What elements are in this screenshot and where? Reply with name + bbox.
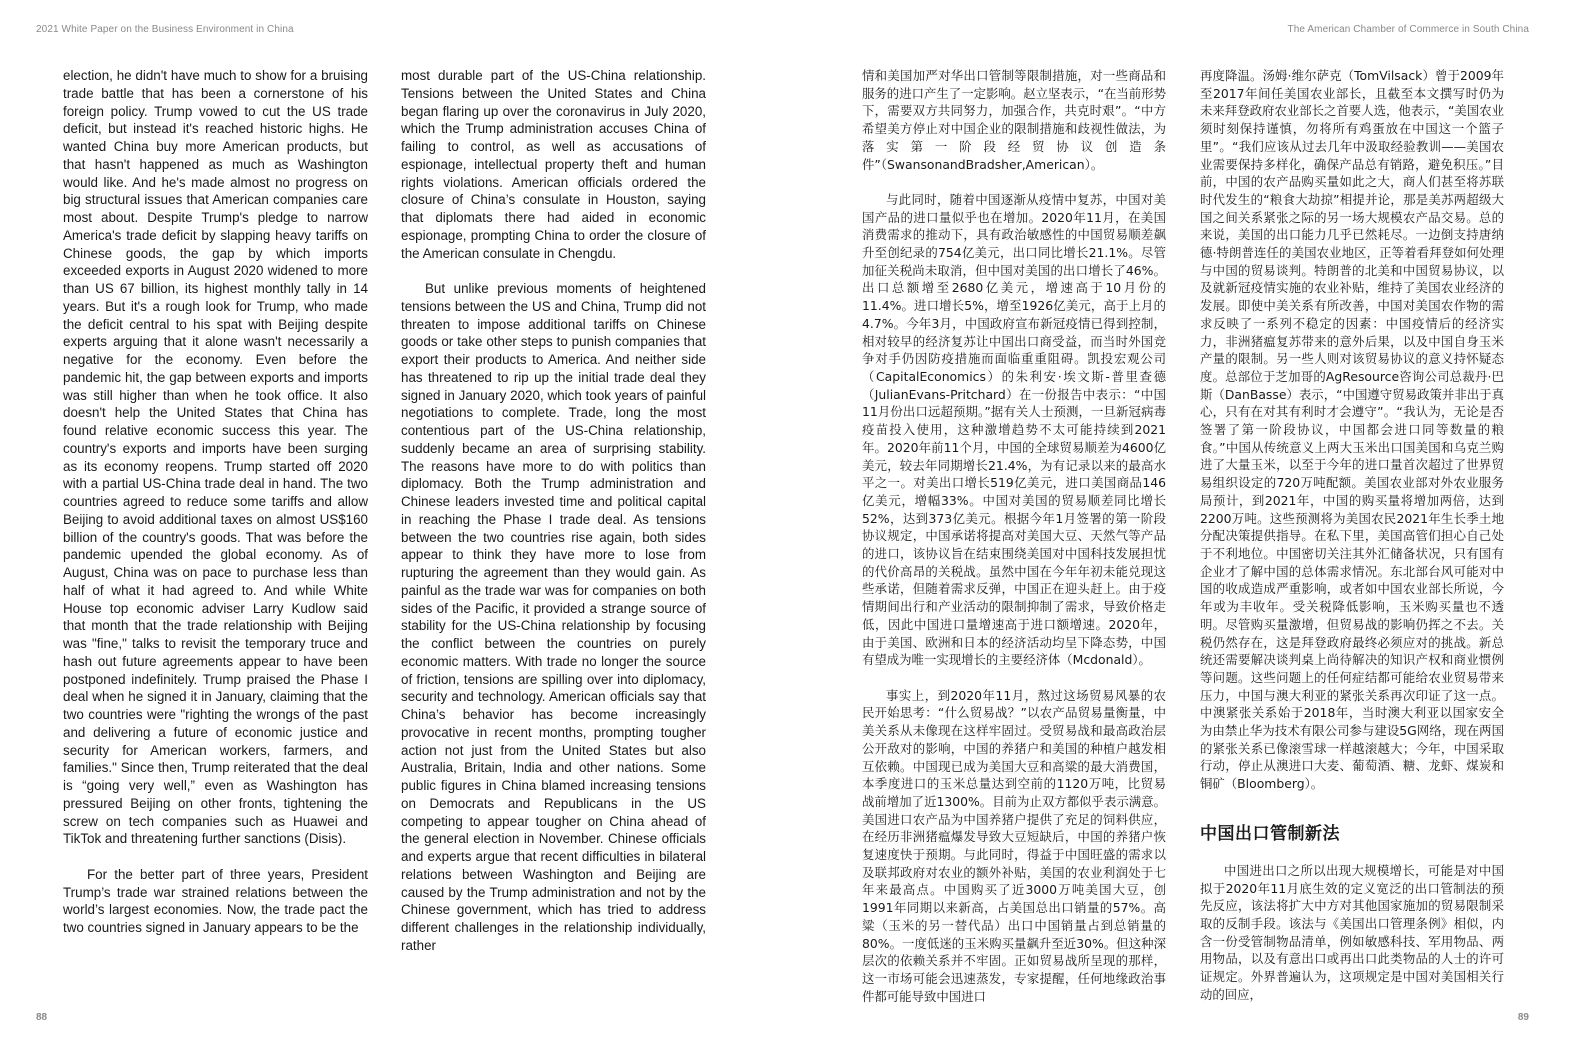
paragraph: most durable part of the US-China relationship. Tensions between the United States and China began flaring up over the coronavirus in July 2020, which the Trump administration accuses China of failing to control, as well as accusations of espionage, intellectual property theft and human rights violations. American officials ordered the closure of China’s consulate in Houston, saying that diplomats there had aided in economic espionage, prompting China to order the closure of the American consulate in Chengdu. [401,68,706,261]
paragraph: 中国进出口之所以出现大规模增长，可能是对中国拟于2020年11月底生效的定义宽泛的出口管制法的预先反应，该法将扩大中方对其他国家施加的贸易限制采取的反制手段。该法与《美国出口管理条例》相似，内含一份受管制物品清单，例如敏感科技、军用物品、两用物品，以及有意出口或再出口此类物品的人士的许可证规定。外界普遍认为，这项规定是中国对美国相关行动的回应， [1200,862,1504,1002]
paragraph: 再度降温。汤姆·维尔萨克（TomVilsack）曾于2009年至2017年间任美国农业部长，且截至本文撰写时仍为未来拜登政府农业部长之首要人选，他表示，“美国农业须时刻保持谨慎，勿将所有鸡蛋放在中国这一个篮子里”。“我们应该从过去几年中汲取经验教训——美国农业需要保持多样化，确保产品总有销路，避免积压。”目前，中国的农产品购买量如此之大，商人们甚至将苏联时代发生的“粮食大劫掠”相提并论，那是美苏两超级大国之间关系紧张之际的另一场大规模农产品交易。总的来说，美国的出口能力几乎已然耗尽。一边倒支持唐纳德·特朗普连任的美国农业地区，正等着看拜登如何处理与中国的贸易谈判。特朗普的北美和中国贸易协议，以及就新冠疫情实施的农业补贴，维持了美国农业经济的发展。即使中美关系有所改善，中国对美国农作物的需求反映了一系列不稳定的因素：中国疫情后的经济实力，非洲猪瘟复苏带来的意外后果，以及中国自身玉米产量的限制。另一些人则对该贸易协议的意义持怀疑态度。总部位于芝加哥的AgResource咨询公司总裁丹·巴斯（DanBasse）表示，“中国遵守贸易政策并非出于真心，只有在对其有利时才会遵守”。“我认为，无论是否签署了第一阶段协议，中国都会进口同等数量的粮食。”中国从传统意义上两大玉米出口国美国和乌克兰购进了大量玉米，以至于今年的进口量首次超过了世界贸易组织设定的720万吨配额。美国农业部对外农业服务局预计，到2021年，中国的购买量将增加两倍，达到2200万吨。这些预测将为美国农民2021年生长季土地分配决策提供指导。在私下里，美国高管们担心自己处于不利地位。中国密切关注其外汇储备状况，只有国有企业才了解中国的总体需求情况。东北部台风可能对中国的收成造成严重影响，或者如中国农业部长所说，今年或为丰收年。受关税降低影响，玉米购买量也不透明。尽管购买量激增，但贸易战的影响仍挥之不去。关税仍然存在，这是拜登政府最终必须应对的挑战。新总统还需要解决谈判桌上尚待解决的知识产权和商业惯例等问题。这些问题上的任何症结都可能给农业贸易带来压力，中国与澳大利亚的紧张关系再次印证了这一点。中澳紧张关系始于2018年，当时澳大利亚以国家安全为由禁止华为技术有限公司参与建设5G网络，现在两国的紧张关系已像滚雪球一样越滚越大；今年，中国采取行动，停止从澳进口大麦、葡萄酒、糖、龙虾、煤炭和铜矿（Bloomberg）。 [1200,68,1504,792]
chinese-column-1 [862,67,1166,1005]
paragraph: 情和美国加严对华出口管制等限制措施，对一些商品和服务的进口产生了一定影响。赵立坚表示，“在当前形势下，需要双方共同努力，加强合作，共克时艰”。“中方希望美方停止对中国企业的限制措施和歧视性做法，为落实第一阶段经贸协议创造条件”（SwansonandBradsher,American）。 [862,68,1166,172]
paragraph: For the better part of three years, President Trump’s trade war strained relations between the world’s largest economies. Now, the trade pact the two countries signed in January appears to be the [63,866,368,935]
running-header-right: The American Chamber of Commerce in South China [1287,24,1529,35]
english-column-2 [401,67,706,955]
page-number-right: 89 [1517,1012,1529,1023]
chinese-column-2 [1200,67,1504,1003]
paragraph: election, he didn't have much to show for a bruising trade battle that has been a cornerstone of his foreign policy. Trump vowed to cut the US trade deficit, but instead it's reached historic highs. He wanted China buy more American products, but that hasn't happened as much as Washington would like. And he's made almost no progress on big structural issues that American companies care most about. Despite Trump's pledge to narrow America's trade deficit by slapping heavy tariffs on Chinese goods, the gap by which imports exceeded exports in August 2020 widened to more than US 67 billion, its highest monthly tally in 14 years. But it's a rough look for Trump, who made the deficit central to his spat with Beijing despite experts arguing that it alone wasn't necessarily a negative for the economy. Even before the pandemic hit, the gap between exports and imports was still higher than when he took office. It also doesn't help the United States that China has found relative economic success this year. The country's exports and imports have been surging as its economy reopens. Trump started off 2020 with a partial US-China trade deal in hand. The two countries agreed to reduce some tariffs and allow Beijing to avoid additional taxes on almost US$160 billion of the country's goods. That was before the pandemic upended the global economy. As of August, China was on pace to purchase less than half of what it had agreed to. And while White House top economic adviser Larry Kudlow said that month that the trade relationship with Beijing was "fine," talks to revisit the temporary truce and hash out future agreements appear to have been postponed indefinitely. Trump praised the Phase I deal when he signed it in January, claiming that the two countries were "righting the wrongs of the past and delivering a future of economic justice and security for American workers, farmers, and families." Since then, Trump reiterated that the deal is “going very well,” even as Washington has pressured Beijing on other fronts, tightening the screw on tech companies such as Huawei and TikTok and threatening further sanctions (Disis). [63,68,368,847]
paragraph: 事实上，到2020年11月，熬过这场贸易风暴的农民开始思考：“什么贸易战？”以农产品贸易量衡量，中美关系从未像现在这样牢固过。受贸易战和最高政治层公开敌对的影响，中国的养猪户和美国的种植户越发相互依赖。中国现已成为美国大豆和高粱的最大消费国，本季度进口的玉米总量达到空前的1120万吨，比贸易战前增加了近1300%。目前为止双方都似乎表示满意。美国进口农产品为中国养猪户提供了充足的饲料供应，在经历非洲猪瘟爆发导致大豆短缺后，中国的养猪户恢复速度快于预期。与此同时，得益于中国旺盛的需求以及联邦政府对农业的额外补贴，美国的农业利润处于七年来最高点。中国购买了近3000万吨美国大豆，创1991年同期以来新高，占美国总出口销量的57%。高粱（玉米的另一替代品）出口中国销量占到总销量的80%。一度低迷的玉米购买量飙升至近30%。但这种深层次的依赖关系并不牢固。正如贸易战所呈现的那样，这一市场可能会迅速蒸发，专家提醒，任何地缘政治事件都可能导致中国进口 [862,687,1166,1004]
paragraph: 与此同时，随着中国逐渐从疫情中复苏，中国对美国产品的进口量似乎也在增加。2020年11月，在美国消费需求的推动下，具有政治敏感性的中国贸易顺差飙升至创纪录的754亿美元，出口同比增长21.1%。尽管加征关税尚未取消，但中国对美国的出口增长了46%。出口总额增至2680亿美元，增速高于10月份的11.4%。进口增长5%，增至1926亿美元，高于上月的4.7%。今年3月，中国政府宣布新冠疫情已得到控制，相对较早的经济复苏让中国出口商受益，而当时外国竞争对手仍因防疫措施而面临重重阻碍。凯投宏观公司（CapitalEconomics）的朱利安·埃文斯-普里查德（JulianEvans-Pritchard）在一份报告中表示：“中国11月份出口远超预期。”据有关人士预测，一旦新冠病毒疫苗投入使用，这种激增趋势不太可能持续到2021年。2020年前11个月，中国的全球贸易顺差为4600亿美元，较去年同期增长21.4%，为有记录以来的最高水平之一。对美出口增长519亿美元，进口美国商品146亿美元，增幅33%。中国对美国的贸易顺差同比增长52%，达到373亿美元。根据今年1月签署的第一阶段协议规定，中国承诺将提高对美国大豆、天然气等产品的进口，该协议旨在结束围绕美国对中国科技发展担忧的代价高昂的关税战。虽然中国在今年年初未能兑现这些承诺，但随着需求反弹，中国正在迎头赶上。由于疫情期间出行和产业活动的限制抑制了需求，导致价格走低，因此中国进口量增速高于进口额增速。2020年，由于美国、欧洲和日本的经济活动均呈下降态势，中国有望成为唯一实现增长的主要经济体（Mcdonald）。 [862,191,1166,668]
section-heading: 中国出口管制新法 [1200,823,1340,844]
page-number-left: 88 [36,1012,48,1023]
paragraph: But unlike previous moments of heightened tensions between the US and China, Trump did not threaten to impose additional tariffs on Chinese goods or take other steps to punish companies that export their products to America. And neither side has threatened to rip up the initial trade deal they signed in January 2020, which took years of painful negotiations to complete. Trade, long the most contentious part of the US-China relationship, suddenly became an area of surprising stability. The reasons have more to do with politics than diplomacy. Both the Trump administration and Chinese leaders invested time and political capital in reaching the Phase I trade deal. As tensions between the two countries rise again, both sides appear to think they have more to lose from rupturing the agreement than they would gain. As painful as the trade war was for companies on both sides of the Pacific, it provided a strange source of stability for the US-China relationship by focusing the conflict between the countries on purely economic matters. With trade no longer the source of friction, tensions are spilling over into diplomacy, security and technology. American officials say that China’s behavior has become increasingly provocative in recent months, prompting tougher action not just from the United States but also Australia, Britain, India and other nations. Some public figures in China blamed increasing tensions on Democrats and Republicans in the US competing to appear tougher on China ahead of the general election in November. Chinese officials and experts argue that recent difficulties in bilateral relations between Washington and Beijing are caused by the Trump administration and not by the Chinese government, which has tried to address different challenges in the relationship individually, rather [401,281,706,953]
running-header-left: 2021 White Paper on the Business Environment in China [36,24,294,35]
english-column-1 [63,67,368,937]
